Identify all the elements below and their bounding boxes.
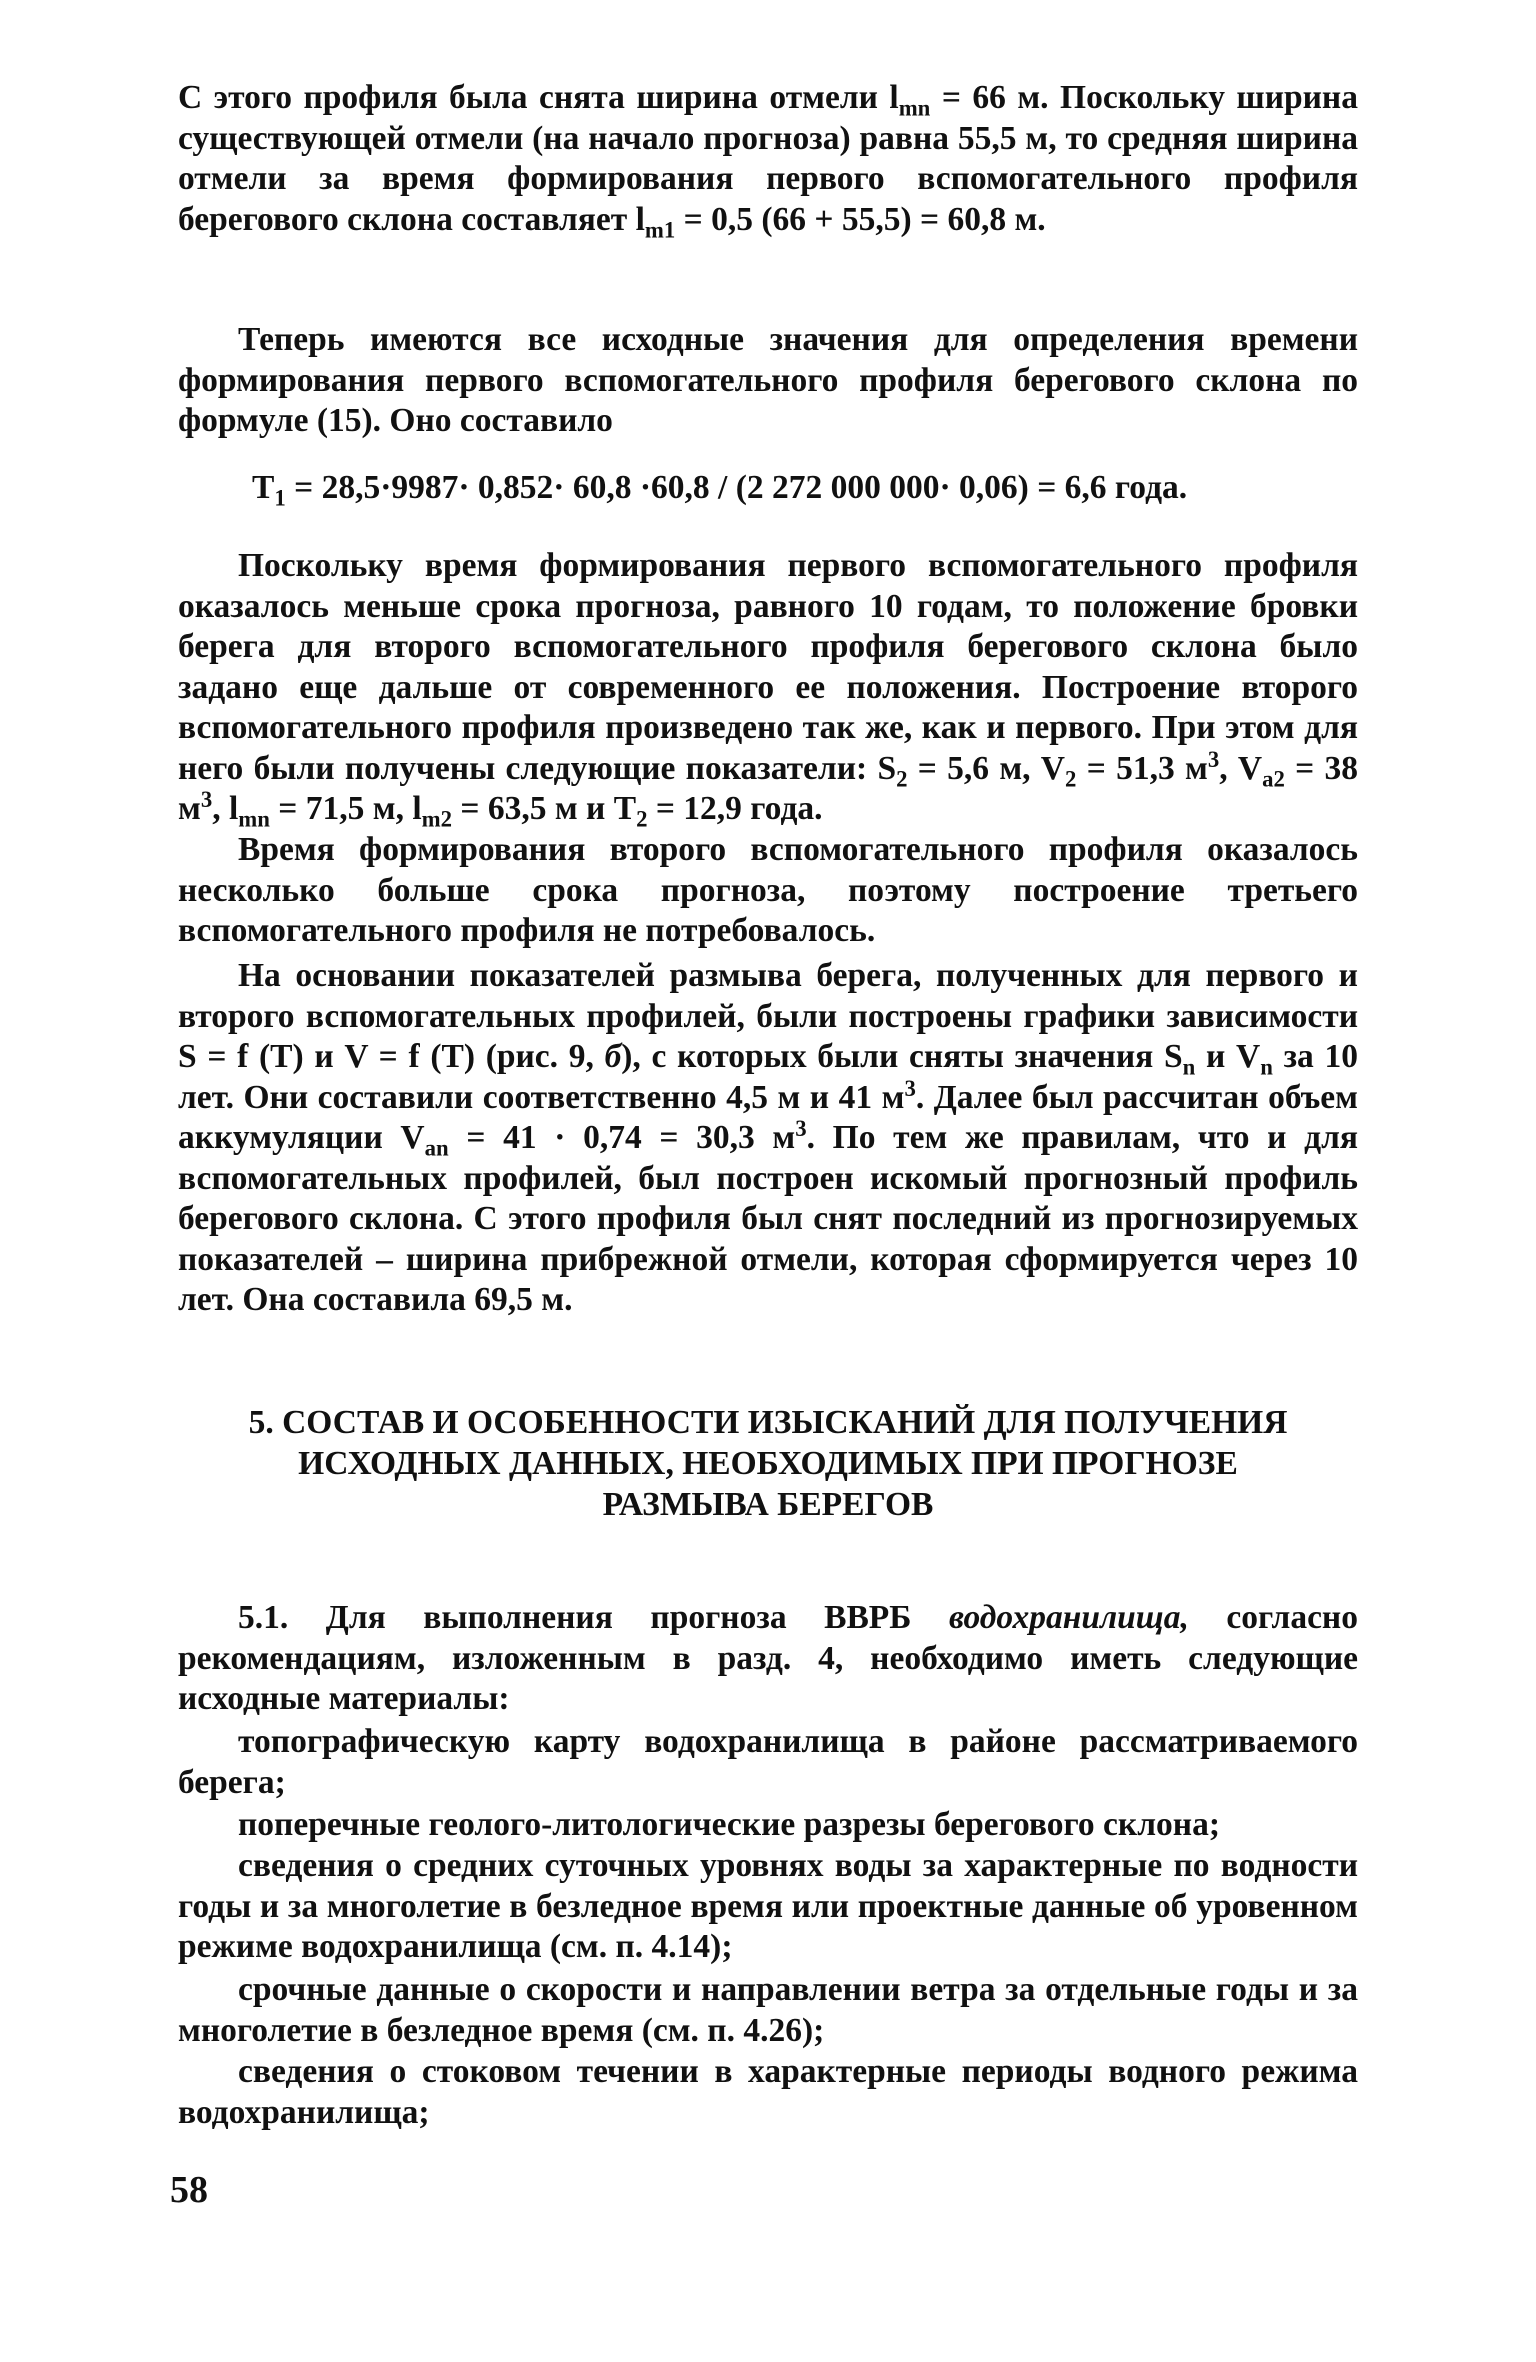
italic-text: б — [604, 1038, 622, 1075]
subscript: n — [1260, 1054, 1273, 1080]
subscript: n — [1182, 1054, 1196, 1080]
text: = 12,9 года. — [647, 790, 823, 827]
list-item-wind: срочные данные о скорости и направлении ветра за отдельные годы и за многолетие в безледное время (см. п. 4.26); — [178, 1971, 1358, 2049]
subscript: 2 — [1065, 766, 1077, 792]
text: = 38 м — [178, 749, 1358, 827]
text: = 41 · 0,74 = 30,3 м — [448, 1119, 796, 1156]
section-heading — [178, 1402, 1358, 1525]
subscript: 2 — [636, 806, 648, 832]
subscript: 1 — [274, 485, 286, 511]
subscript: m1 — [644, 217, 676, 243]
text: = 63,5 м и T — [452, 790, 637, 827]
italic-text: водохранилища, — [948, 1599, 1189, 1636]
list-item-geology: поперечные геолого-литологические разрезы берегового склона; — [238, 1806, 1220, 1843]
formula-text: T — [252, 469, 275, 506]
list-item-water-levels: сведения о средних суточных уровнях воды за характерные по водности годы и за многолетие в безледное время или проектные данные об уровенном режиме водохранилища (см. п. 4.14); — [178, 1847, 1358, 1965]
list-item-topo-map: топографическую карту водохранилища в районе рассматриваемого берега; — [178, 1723, 1358, 1801]
text: = 66 м. Поскольку ширина существующей отмели (на начало прогноза) равна 55,5 м, то средняя ширина отмели за время формирования первого вспомогательного профиля берегового склона составляет l — [178, 79, 1358, 238]
subscript: 2 — [896, 766, 908, 792]
page-number: 58 — [170, 2169, 208, 2211]
formula-t1 — [252, 468, 1358, 511]
subscript: mn — [898, 95, 931, 121]
paragraph-shoal-width — [178, 78, 1358, 243]
superscript: 3 — [904, 1075, 916, 1101]
superscript: 3 — [200, 786, 213, 812]
heading-line: ИСХОДНЫХ ДАННЫХ, НЕОБХОДИМЫХ ПРИ ПРОГНОЗЕ — [298, 1445, 1238, 1482]
text: . По тем же правилам, что и для вспомогательных профилей, был построен искомый прогнозный профиль берегового склона. С этого профиля был снят последний из прогнозируемых показателей – ширина прибрежной отмели, которая сформируется через 10 лет. Она составила 69,5 м. — [178, 1119, 1358, 1318]
text: = 51,3 м — [1076, 749, 1208, 787]
text: и V — [1195, 1038, 1261, 1075]
superscript: 3 — [1207, 746, 1220, 772]
text: согласно рекомендациям, изложенным в разд. 4, необходимо иметь следующие исходные материалы: — [178, 1599, 1358, 1717]
text: ), с которых были сняты значения S — [621, 1038, 1183, 1075]
text: С этого профиля была снята ширина отмели l — [178, 79, 899, 116]
paragraph-third-profile: Время формирования второго вспомогательного профиля оказалось несколько больше срока прогноза, поэтому построение третьего вспомогательного профиля не потребовалось. — [178, 831, 1358, 949]
heading-line: 5. СОСТАВ И ОСОБЕННОСТИ ИЗЫСКАНИЙ ДЛЯ ПОЛУЧЕНИЯ — [248, 1404, 1288, 1441]
subscript: a2 — [1262, 766, 1285, 792]
paragraph-5-1 — [178, 1598, 1358, 1720]
superscript: 3 — [795, 1115, 807, 1141]
text: На основании показателей размыва берега, полученных для первого и второго вспомогательных профилей, были построены графики зависимости S = f (T) и V = f (T) (рис. 9, — [178, 957, 1358, 1075]
text: = 5,6 м, V — [907, 749, 1066, 787]
text: Поскольку время формирования первого вспомогательного профиля оказалось меньше срока прогноза, равного 10 годам, то положение бровки берега для второго вспомогательного профиля берегового склона было задано еще дальше от современного ее положения. Построение второго вспомогательного профиля произведено так же, как и первого. При этом для него были получены следующие показатели: S — [178, 547, 1358, 787]
heading-line: РАЗМЫВА БЕРЕГОВ — [602, 1486, 934, 1523]
text: = 71,5 м, l — [269, 790, 422, 827]
text: , V — [1219, 749, 1263, 787]
paragraph-initial-values: Теперь имеются все исходные значения для определения времени формирования первого вспомогательного профиля берегового склона по формуле (15). Оно составило — [178, 321, 1358, 439]
formula-text: = 28,5·9987· 0,852· 60,8 ·60,8 / (2 272 000 000· 0,06) = 6,6 года. — [285, 469, 1188, 506]
text: , l — [212, 790, 239, 827]
paragraph-graphs — [178, 956, 1358, 1321]
text: . Далее был рассчитан объем аккумуляции V — [178, 1078, 1358, 1156]
subscript: m2 — [421, 806, 452, 832]
list-item-current: сведения о стоковом течении в характерные периоды водного режима водохранилища; — [178, 2053, 1358, 2131]
paragraph-second-profile — [178, 546, 1358, 830]
text: за 10 лет. Они составили соответственно 4,5 м и 41 м — [178, 1038, 1359, 1116]
text: 5.1. Для выполнения прогноза ВВРБ — [238, 1599, 949, 1636]
subscript: mn — [238, 806, 270, 832]
text: = 0,5 (66 + 55,5) = 60,8 м. — [675, 200, 1046, 238]
subscript: an — [424, 1135, 449, 1161]
